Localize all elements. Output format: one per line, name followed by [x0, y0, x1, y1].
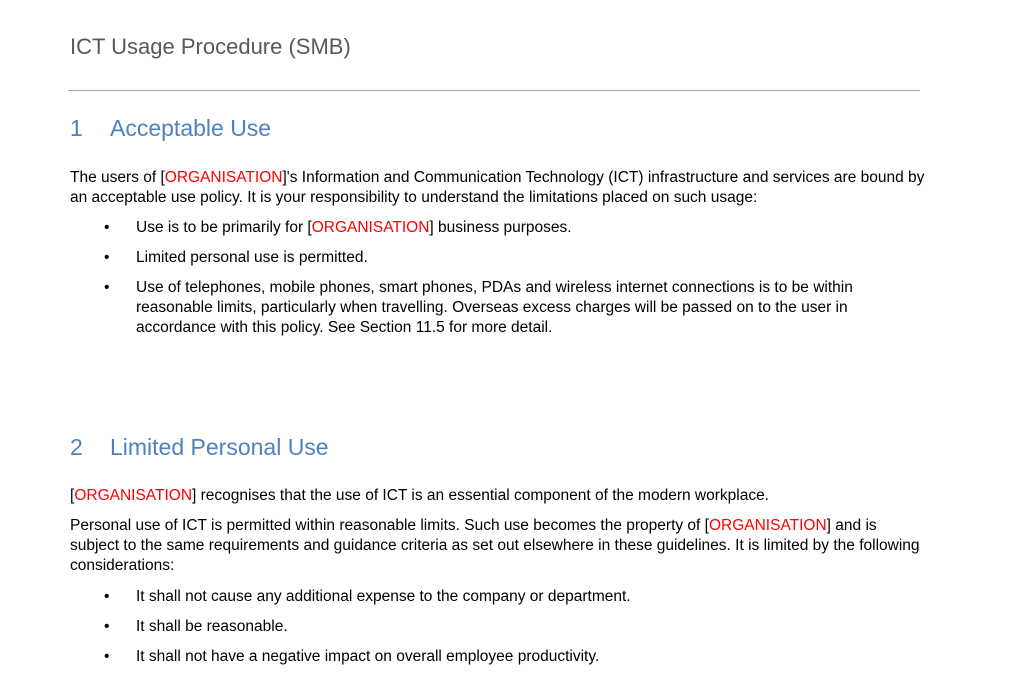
section-title: Limited Personal Use [110, 434, 329, 460]
text-run: It shall be reasonable. [136, 618, 288, 635]
organisation-placeholder: ORGANISATION [74, 487, 193, 504]
list-item [70, 278, 930, 338]
text-run: The users of [ [70, 169, 165, 186]
text-run: Use of telephones, mobile phones, smart phones, PDAs and wireless internet connections is to be within reasonable limits, particularly when travelling. Overseas excess charges will be passed on to the user in accordance with this policy. See Section 11.5 for more detail. [136, 279, 853, 336]
section-heading [70, 113, 930, 143]
text-run: ]'s Information and Communication Technology (ICT) infrastructure and services are bound by an acceptable use policy. It is your responsibility to understand the limitations placed on such usage: [70, 169, 925, 206]
document-title: ICT Usage Procedure (SMB) [70, 34, 351, 59]
organisation-placeholder: ORGANISATION [708, 517, 827, 534]
section-acceptable-use [70, 113, 930, 338]
section-number: 1 [70, 115, 83, 141]
bullet-icon: • [104, 249, 110, 266]
text-run: ] and is subject to the same requirements and guidance criteria as set out elsewhere in these guidelines. It is limited by the following considerations: [70, 517, 920, 574]
organisation-placeholder: ORGANISATION [311, 219, 430, 236]
section-heading [70, 432, 930, 462]
section-title: Acceptable Use [110, 115, 272, 141]
text-run: ] recognises that the use of ICT is an essential component of the modern workplace. [192, 487, 769, 504]
section-paragraph [70, 168, 930, 208]
list-item [70, 617, 930, 637]
list-item [70, 587, 930, 607]
text-run: It shall not cause any additional expense to the company or department. [136, 588, 631, 605]
section-number: 2 [70, 434, 83, 460]
bullet-list [70, 587, 930, 667]
organisation-placeholder: ORGANISATION [164, 169, 283, 186]
text-run: ] business purposes. [429, 219, 572, 236]
bullet-icon: • [104, 618, 110, 635]
text-run: Personal use of ICT is permitted within reasonable limits. Such use becomes the property of [ [70, 517, 709, 534]
bullet-icon: • [104, 648, 110, 665]
section-paragraph [70, 486, 930, 506]
text-run: Limited personal use is permitted. [136, 249, 368, 266]
list-item [70, 647, 930, 667]
bullet-icon: • [104, 279, 110, 296]
header-divider [68, 90, 920, 91]
text-run: [ [70, 487, 75, 504]
section-limited-personal-use [70, 432, 930, 667]
bullet-list [70, 218, 930, 338]
text-run: Use is to be primarily for [ [136, 219, 312, 236]
section-paragraph [70, 516, 930, 576]
list-item [70, 218, 930, 238]
text-run: It shall not have a negative impact on overall employee productivity. [136, 648, 600, 665]
bullet-icon: • [104, 588, 110, 605]
bullet-icon: • [104, 219, 110, 236]
list-item [70, 248, 930, 268]
